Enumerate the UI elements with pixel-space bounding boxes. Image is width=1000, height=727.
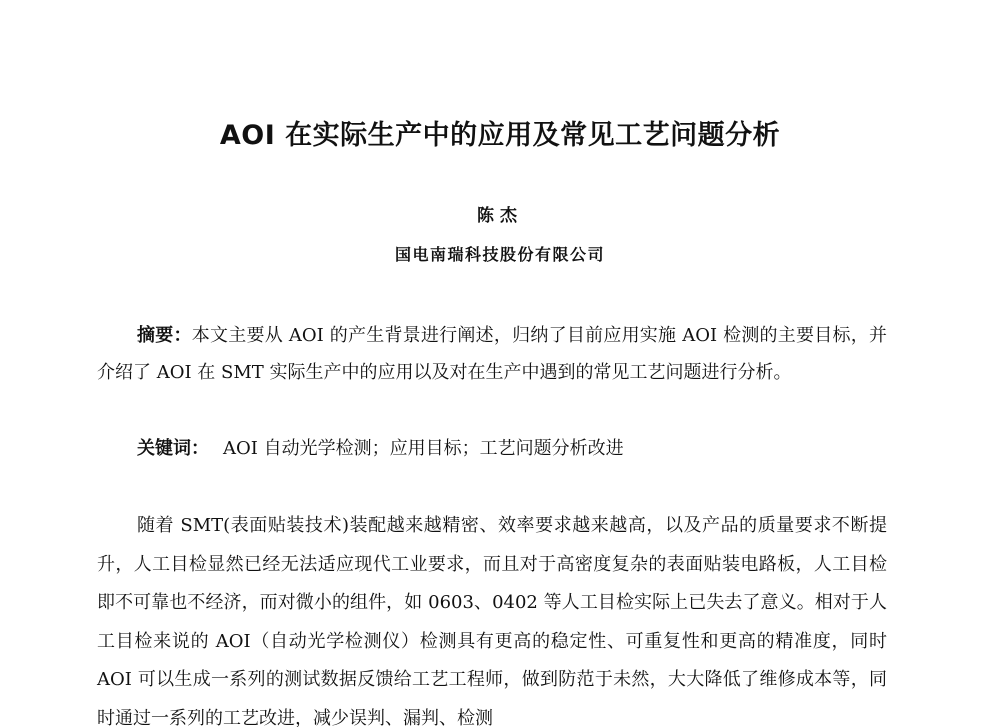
keywords-paragraph xyxy=(97,430,887,467)
paper-title: AOI 在实际生产中的应用及常见工艺问题分析 xyxy=(219,120,781,151)
author-affiliation: 国电南瑞科技股份有限公司 xyxy=(394,245,605,264)
keywords-text: AOI 自动光学检测；应用目标；工艺问题分析改进 xyxy=(223,438,624,459)
body-paragraph-1: 随着 SMT(表面贴装技术)装配越来越精密、效率要求越来越高，以及产品的质量要求不断提升，人工目检显然已经无法适应现代工业要求，而且对于高密度复杂的表面贴装电路板，人工目检即不可靠也不经济，而对微小的组件，如 0603、0402 等人工目检实际上已失去了意义。相对于人工目检来说的 AOI（自动光学检测仪）检测具有更高的稳定性、可重复性和更高的精准度，同时 AOI 可以生成一系列的测试数据反馈给工艺工程师，做到防范于未然，大大降低了维修成本等，同时通过一系列的工艺改进，减少误判、漏判、检测 xyxy=(97,515,887,727)
abstract-text: 本文主要从 AOI 的产生背景进行阐述，归纳了目前应用实施 AOI 检测的主要目标，并介绍了 AOI 在 SMT 实际生产中的应用以及对在生产中遇到的常见工艺问题进行分析。 xyxy=(97,325,888,383)
keywords-label: 关键词： xyxy=(137,438,209,459)
abstract-label: 摘要： xyxy=(137,325,192,346)
abstract-paragraph xyxy=(97,317,887,391)
author-name: 陈杰 xyxy=(477,206,523,226)
